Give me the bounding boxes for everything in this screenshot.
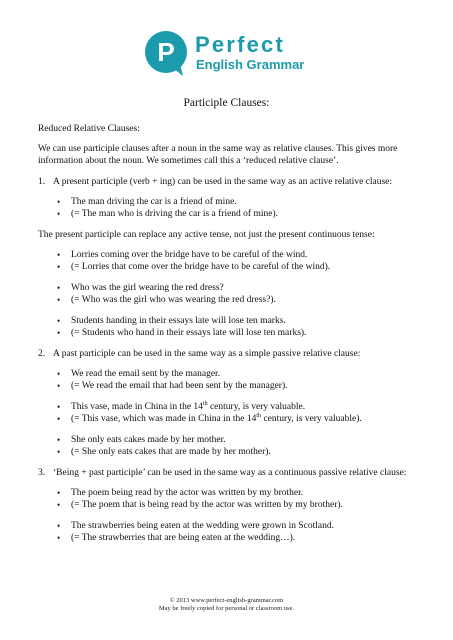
- list-item: • (= Who was the girl who was wearing the red dress?).: [38, 294, 418, 306]
- section-text: A past participle can be used in the same way as a simple passive relative clause:: [53, 349, 361, 359]
- footer-license: May be freely copied for personal or classroom use.: [158, 605, 295, 612]
- text-run: century, is very valuable).: [261, 414, 362, 424]
- superscript: th: [202, 400, 208, 407]
- intro-paragraph: We can use participle clauses after a noun in the same way as relative clauses. This gives more information about the noun. We sometimes call this a ‘reduced relative clause’.: [38, 144, 398, 166]
- section-text: A present participle (verb + ing) can be used in the same way as an active relative clause:: [53, 177, 393, 187]
- list-item: • (= The poem that is being read by the actor was written by my brother).: [38, 499, 418, 511]
- document-body: [38, 143, 418, 544]
- subheading: Reduced Relative Clauses:: [38, 124, 140, 134]
- note-paragraph: The present participle can replace any active tense, not just the present continuous tense:: [38, 230, 375, 240]
- logo-subtitle: English Grammar: [196, 57, 305, 72]
- section-1: [38, 176, 418, 339]
- example-list: [38, 368, 418, 392]
- text-run: (= This vase, which was made in China in the 14: [71, 414, 257, 424]
- section-3: [38, 467, 418, 544]
- list-item: • Lorries coming over the bridge have to be careful of the wind.: [38, 249, 418, 261]
- list-item: • We read the email sent by the manager.: [38, 368, 418, 380]
- list-item: • (= The strawberries that are being eaten at the wedding…).: [38, 532, 418, 544]
- footer: [0, 597, 453, 613]
- example-list: [38, 520, 418, 544]
- list-item: • Who was the girl wearing the red dress?: [38, 282, 418, 294]
- list-item: • The poem being read by the actor was written by my brother.: [38, 487, 418, 499]
- example-list: [38, 282, 418, 306]
- list-item: [38, 401, 418, 413]
- example-list: [38, 249, 418, 273]
- section-number: 1.: [38, 177, 46, 187]
- page-title: Participle Clauses:: [183, 97, 270, 109]
- section-number: 2.: [38, 349, 46, 359]
- superscript: th: [256, 412, 262, 419]
- logo: [143, 30, 343, 86]
- logo-word: Perfect: [195, 32, 285, 57]
- list-item: • Students handing in their essays late will lose ten marks.: [38, 315, 418, 327]
- text-run: This vase, made in China in the 14: [71, 402, 203, 412]
- footer-copyright: © 2013 www.perfect-english-grammar.com: [169, 597, 284, 604]
- list-item: • She only eats cakes made by her mother.: [38, 434, 418, 446]
- example-list: [38, 315, 418, 339]
- logo-speech-bubble-icon: [143, 30, 190, 77]
- list-item: • (= The man who is driving the car is a friend of mine).: [38, 208, 418, 220]
- example-list: [38, 196, 418, 220]
- section-2: [38, 348, 418, 458]
- example-list: [38, 434, 418, 458]
- list-item: • (= Students who hand in their essays late will lose ten marks).: [38, 327, 418, 339]
- example-list: [38, 401, 418, 425]
- list-item: • (= Lorries that come over the bridge have to be careful of the wind).: [38, 261, 418, 273]
- section-text: ‘Being + past participle’ can be used in the same way as a continuous passive relative clause:: [53, 468, 407, 478]
- list-item: • (= She only eats cakes that are made by her mother).: [38, 446, 418, 458]
- text-run: century, is very valuable.: [207, 402, 306, 412]
- list-item: [38, 413, 418, 425]
- list-item: • The man driving the car is a friend of mine.: [38, 196, 418, 208]
- example-list: [38, 487, 418, 511]
- list-item: • The strawberries being eaten at the wedding were grown in Scotland.: [38, 520, 418, 532]
- logo-letter: P: [157, 37, 175, 67]
- list-item: • (= We read the email that had been sent by the manager).: [38, 380, 418, 392]
- section-number: 3.: [38, 468, 46, 478]
